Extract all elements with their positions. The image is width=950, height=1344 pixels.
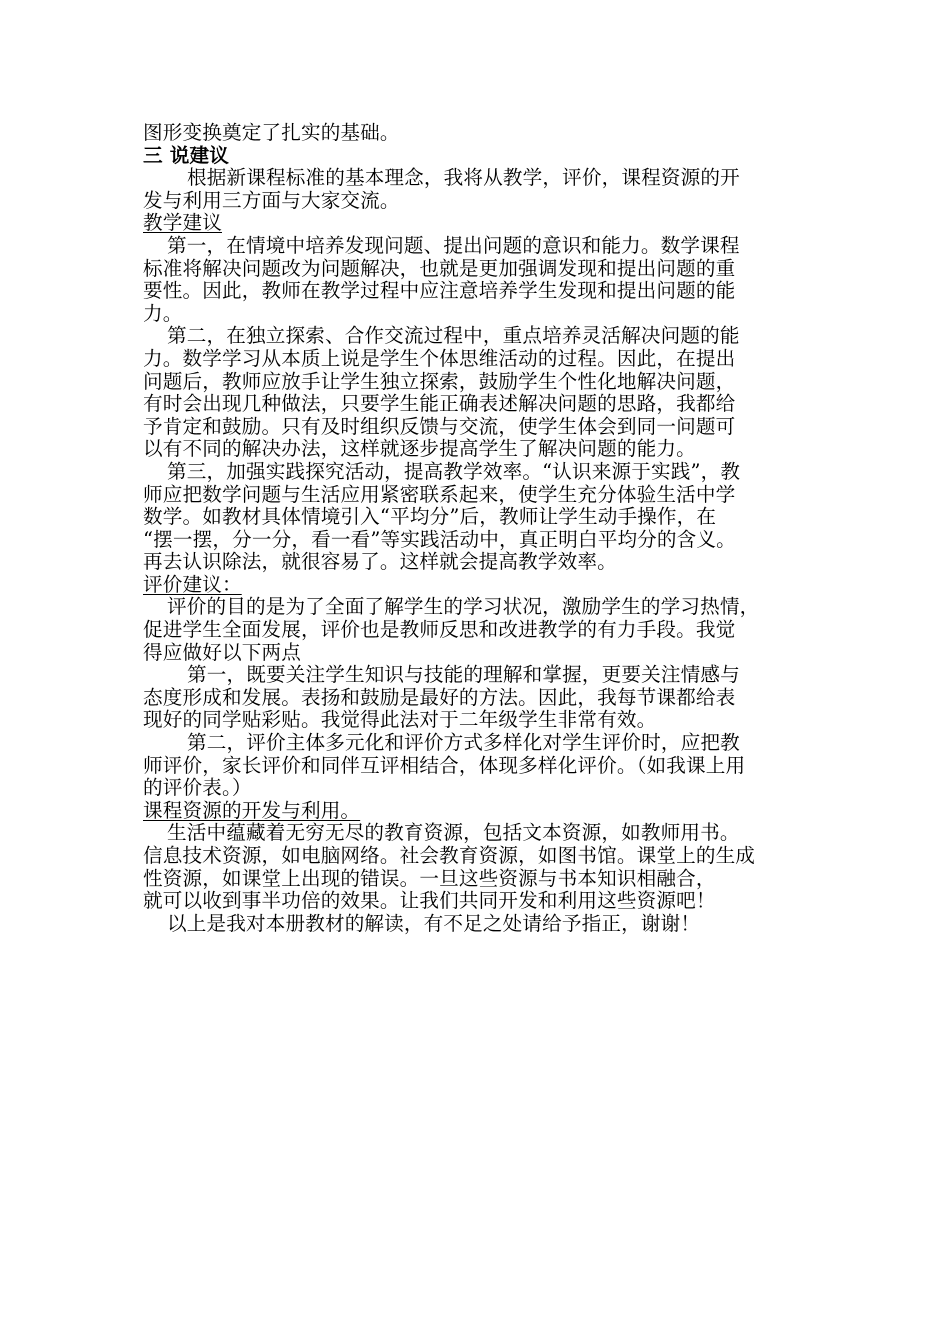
- text-line: 态度形成和发展。表扬和鼓励是最好的方法。因此，我每节课都给表: [143, 685, 736, 709]
- text-line: 第二，在独立探索、合作交流过程中，重点培养灵活解决问题的能: [167, 324, 740, 348]
- text-line: 力。数学学习从本质上说是学生个体思维活动的过程。因此，在提出: [143, 346, 736, 370]
- text-line: 力。: [143, 301, 183, 325]
- subsection-title: 教学建议: [143, 211, 222, 235]
- text-line: 得应做好以下两点: [143, 640, 301, 664]
- text-line: 问题后，教师应放手让学生独立探索，鼓励学生个性化地解决问题，: [143, 369, 736, 393]
- text-line: 评价的目的是为了全面了解学生的学习状况，激励学生的学习热情，: [167, 595, 760, 619]
- text-line: 数学。如教材具体情境引入“平均分”后，教师让学生动手操作，在: [143, 505, 717, 529]
- text-line: 第一，既要关注学生知识与技能的理解和掌握，更要关注情感与: [187, 663, 740, 687]
- text-line: 有时会出现几种做法，只要学生能正确表述解决问题的思路，我都给: [143, 392, 736, 416]
- text-line: 现好的同学贴彩贴。我觉得此法对于二年级学生非常有效。: [143, 708, 657, 732]
- subsection-title: 评价建议：: [143, 572, 242, 596]
- text-line: 图形变换奠定了扎实的基础。: [143, 121, 400, 144]
- text-line: 促进学生全面发展，评价也是教师反思和改进教学的有力手段。我觉: [143, 618, 736, 642]
- text-line: 要性。因此，教师在教学过程中应注意培养学生发现和提出问题的能: [143, 279, 736, 303]
- text-line: 根据新课程标准的基本理念，我将从教学，评价，课程资源的开: [187, 166, 740, 190]
- text-line: 就可以收到事半功倍的效果。让我们共同开发和利用这些资源吧！: [143, 889, 716, 913]
- text-line: 第一，在情境中培养发现问题、提出问题的意识和能力。数学课程: [167, 233, 740, 257]
- text-line: 师应把数学问题与生活应用紧密联系起来，使学生充分体验生活中学: [143, 482, 736, 506]
- text-line: 生活中蕴藏着无穷无尽的教育资源，包括文本资源，如教师用书。: [167, 821, 740, 845]
- text-line: 师评价，家长评价和同伴互评相结合，体现多样化评价。（如我课上用: [143, 753, 746, 777]
- text-line: 第二，评价主体多元化和评价方式多样化对学生评价时，应把教: [187, 731, 740, 755]
- text-line: 以有不同的解决办法，这样就逐步提高学生了解决问题的能力。: [143, 437, 696, 461]
- text-line: “摆一摆，分一分，看一看”等实践活动中，真正明白平均分的含义。: [143, 527, 736, 551]
- text-line: 以上是我对本册教材的解读，有不足之处请给予指正，谢谢！: [167, 911, 701, 935]
- document-page: [143, 122, 813, 935]
- text-line: 标准将解决问题改为问题解决，也就是更加强调发现和提出问题的重: [143, 256, 736, 280]
- section-heading: 三 说建议: [143, 143, 229, 167]
- text-line: 的评价表。）: [143, 776, 252, 800]
- subsection-title: 课程资源的开发与利用。: [143, 798, 361, 822]
- text-line: 性资源，如课堂上出现的错误。一旦这些资源与书本知识相融合，: [143, 866, 716, 890]
- text-line: 再去认识除法，就很容易了。这样就会提高教学效率。: [143, 550, 617, 574]
- text-line: 信息技术资源，如电脑网络。社会教育资源，如图书馆。课堂上的生成: [143, 844, 756, 867]
- text-line: 予肯定和鼓励。只有及时组织反馈与交流，使学生体会到同一问题可: [143, 414, 736, 438]
- text-line: 发与利用三方面与大家交流。: [143, 188, 400, 212]
- text-line: 第三，加强实践探究活动，提高教学效率。“认识来源于实践”，教: [167, 459, 741, 483]
